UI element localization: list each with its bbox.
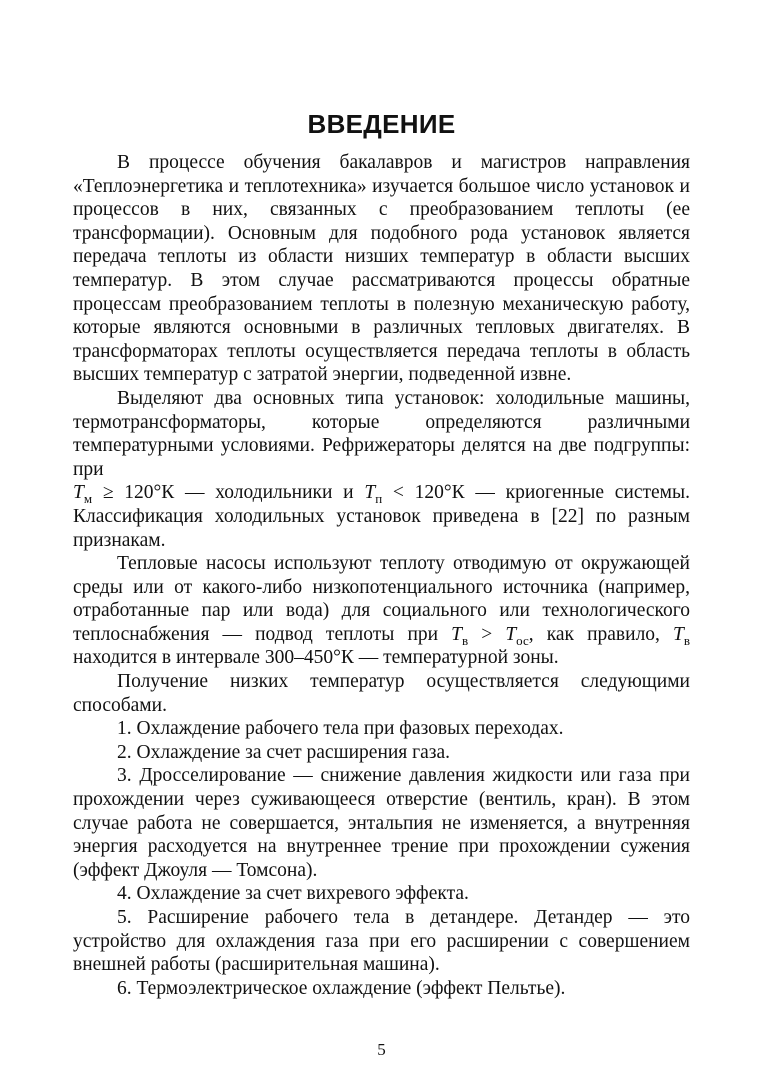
temperature-symbol: T (505, 623, 517, 645)
paragraph-types-part-c: < 120°К — криогенные системы. Классификация холодильных установок приведена в [22] по разным признакам. (73, 482, 691, 551)
temperature-subscript: п (375, 491, 383, 507)
list-item: 5. Расширение рабочего тела в детандере. Детандер — это устройство для охлаждения газа при его расширении с совершением внешней работы (расширительная машина). (73, 907, 690, 976)
paragraph-heat-pumps-part-b: > (468, 623, 506, 645)
paragraph-heat-pumps (73, 552, 690, 670)
list-item: 3. Дросселирование — снижение давления жидкости или газа при прохождении через суживающееся отверстие (вентиль, кран). В этом случае работа не совершается, энтальпия не изменяется, а внутренняя энергия расходуется на внутреннее трение при прохождении сужения (эффект Джоуля — Томсона). (73, 765, 690, 881)
body-text (73, 151, 690, 1000)
list-item: 2. Охлаждение за счет расширения газа. (117, 741, 451, 763)
paragraph-methods: Получение низких температур осуществляется следующими способами. (73, 671, 690, 716)
list-item: 4. Охлаждение за счет вихревого эффекта. (117, 883, 469, 905)
temperature-subscript: в (462, 632, 469, 648)
temperature-symbol: T (73, 482, 84, 504)
paragraph-types (73, 387, 690, 552)
paragraph-intro: В процессе обучения бакалавров и магистров направления «Теплоэнергетика и теплотехника» изучается большое число установок и процессов в них, связанных с преобразованием теплоты (ее трансформации). Основным для подобного рода установок является передача теплоты из области низших температур в области высших температур. В этом случае рассматриваются процессы обратные процессам преобразованием теплоты в полезную механическую работу, которые являются основными в различных тепловых двигателях. В трансформаторах теплоты осуществляется передача теплоты в область высших температур с затратой энергии, подведенной извне. (73, 152, 690, 386)
document-page (73, 0, 690, 1079)
temperature-subscript: в (683, 632, 691, 648)
page-number: 5 (377, 1040, 386, 1059)
paragraph-types-part-b: ≥ 120°К — холодильники и (92, 482, 365, 504)
list-item: 6. Термоэлектрическое охлаждение (эффект Пельтье). (117, 977, 566, 999)
temperature-symbol: T (673, 623, 684, 645)
temperature-symbol: T (364, 482, 376, 504)
temperature-symbol: T (451, 623, 463, 645)
temperature-subscript: ос (516, 632, 529, 648)
page-title: ВВЕДЕНИЕ (307, 109, 456, 139)
list-item: 1. Охлаждение рабочего тела при фазовых переходах. (117, 718, 564, 740)
paragraph-heat-pumps-part-a: Тепловые насосы используют теплоту отводимую от окружающей среды или от какого-либо низкопотенциального источника (например, отработанные пар или вода) для социального или технологического теплоснабжения — подвод теплоты при (73, 553, 690, 645)
temperature-subscript: м (83, 491, 93, 507)
paragraph-heat-pumps-part-c: , как правило, (528, 623, 674, 645)
paragraph-heat-pumps-part-d: находится в интервале 300–450°К — температурной зоны. (73, 647, 559, 669)
paragraph-types-part-a: Выделяют два основных типа установок: холодильные машины, термотрансформаторы, которые определяются различными температурными условиями. Рефрижераторы делятся на две подгруппы: при (73, 387, 690, 480)
